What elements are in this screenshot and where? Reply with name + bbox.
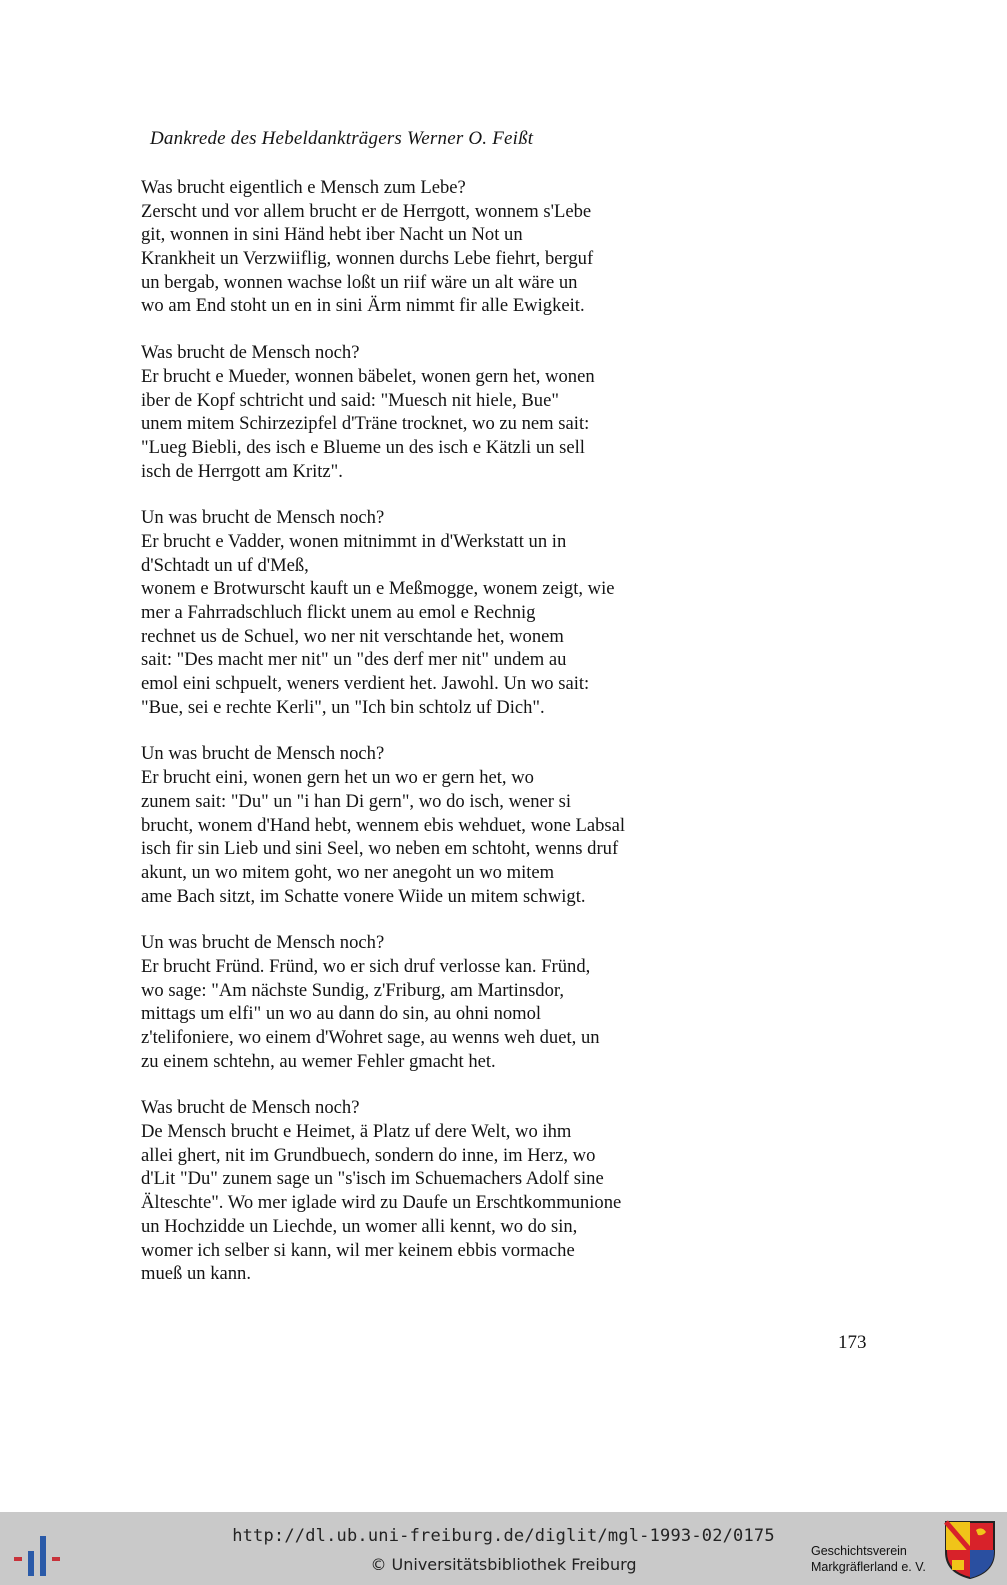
text-line: unem mitem Schirzezipfel d'Träne trocknet, wo zu nem sait: — [141, 413, 590, 435]
text-line: zu einem schtehn, au wemer Fehler gmacht het. — [141, 1050, 496, 1072]
text-line: Un was brucht de Mensch noch? — [141, 743, 385, 765]
text-line: isch de Herrgott am Kritz". — [141, 460, 343, 482]
footer-url-link[interactable]: http://dl.ub.uni-freiburg.de/diglit/mgl-1993-02/0175 — [232, 1526, 775, 1546]
text-line: wo am End stoht un en in sini Ärm nimmt fir alle Ewigkeit. — [141, 295, 585, 317]
text-line: Un was brucht de Mensch noch? — [141, 507, 385, 529]
text-line: Zerscht und vor allem brucht er de Herrgott, wonnem s'Lebe — [141, 200, 592, 222]
text-line: Er brucht e Vadder, wonen mitnimmt in d'Werkstatt un in — [141, 530, 567, 552]
text-line: iber de Kopf schtricht und said: "Muesch nit hiele, Bue" — [141, 389, 559, 411]
text-line: Er brucht eini, wonen gern het un wo er gern het, wo — [141, 767, 534, 789]
poem-body — [141, 176, 701, 1309]
text-line: isch fir sin Lieb und sini Seel, wo neben em schtoht, wenns druf — [141, 838, 619, 860]
coat-of-arms-icon — [944, 1520, 996, 1580]
text-line: Älteschte". Wo mer iglade wird zu Daufe un Erschtkommunione — [141, 1192, 622, 1214]
text-line: womer ich selber si kann, wil mer keinem ebbis vormache — [141, 1239, 575, 1261]
text-line: ame Bach sitzt, im Schatte vonere Wiide un mitem schwigt. — [141, 885, 586, 907]
footer-copyright: © Universitätsbibliothek Freiburg — [370, 1555, 637, 1574]
text-line: mer a Fahrradschluch flickt unem au emol e Rechnig — [141, 602, 536, 623]
text-line: Er brucht e Mueder, wonnen bäbelet, wonen gern het, wonen — [141, 365, 595, 387]
page-heading: Dankrede des Hebeldankträgers Werner O. Feißt — [150, 128, 534, 149]
stanza — [141, 506, 701, 719]
text-line: wo sage: "Am nächste Sundig, z'Friburg, am Martinsdor, — [141, 979, 564, 1001]
text-line: git, wonnen in sini Händ hebt iber Nacht un Not un — [141, 224, 523, 246]
text-line: un Hochzidde un Liechde, un womer alli kennt, wo do sin, — [141, 1215, 578, 1237]
text-line: Un was brucht de Mensch noch? — [141, 932, 385, 954]
stanza — [141, 176, 701, 318]
text-line: Er brucht Fründ. Fründ, wo er sich druf verlosse kan. Fründ, — [141, 955, 591, 977]
text-line: "Lueg Biebli, des isch e Blueme un des isch e Kätzli un sell — [141, 436, 585, 458]
text-line: sait: "Des macht mer nit" un "des derf mer nit" undem au — [141, 649, 567, 671]
text-line: brucht, wonem d'Hand hebt, wennem ebis wehduet, wone Labsal — [141, 814, 626, 836]
text-line: Was brucht eigentlich e Mensch zum Lebe? — [141, 177, 466, 198]
stanza — [141, 1096, 701, 1286]
stanza — [141, 341, 701, 483]
stanza — [141, 742, 701, 908]
text-line: emol eini schpuelt, weners verdient het. Jawohl. Un wo sait: — [141, 673, 590, 695]
page-number: 173 — [838, 1332, 867, 1353]
text-line: z'telifoniere, wo einem d'Wohret sage, au wenns weh duet, un — [141, 1027, 600, 1048]
text-line: mueß un kann. — [141, 1263, 251, 1285]
text-line: mittags um elfi" un wo au dann do sin, au ohni nomol — [141, 1003, 542, 1025]
text-line: allei ghert, nit im Grundbuech, sondern do inne, im Herz, wo — [141, 1144, 596, 1166]
text-line: akunt, un wo mitem goht, wo ner anegoht un wo mitem — [141, 861, 555, 883]
text-line: Was brucht de Mensch noch? — [141, 342, 360, 364]
text-line: "Bue, sei e rechte Kerli", un "Ich bin schtolz uf Dich". — [141, 696, 545, 718]
text-line: zunem sait: "Du" un "i han Di gern", wo do isch, wener si — [141, 790, 572, 812]
text-line: Was brucht de Mensch noch? — [141, 1097, 360, 1119]
text-line: De Mensch brucht e Heimet, ä Platz uf dere Welt, wo ihm — [141, 1121, 572, 1143]
text-line: d'Lit "Du" zunem sage un "s'isch im Schuemachers Adolf sine — [141, 1168, 604, 1190]
society-line-2: Markgräflerland e. V. — [811, 1560, 926, 1574]
society-name — [811, 1543, 926, 1575]
footer-bar — [0, 1512, 1007, 1585]
text-line: wonem e Brotwurscht kauft un e Meßmogge, wonem zeigt, wie — [141, 578, 615, 600]
text-line: rechnet us de Schuel, wo ner nit verschtande het, wonem — [141, 625, 564, 647]
society-line-1: Geschichtsverein — [811, 1544, 907, 1558]
text-line: d'Schtadt un uf d'Meß, — [141, 554, 309, 576]
text-line: Krankheit un Verzwiiflig, wonnen durchs Lebe fiehrt, berguf — [141, 248, 594, 270]
text-line: un bergab, wonnen wachse loßt un riif wäre un alt wäre un — [141, 271, 578, 293]
stanza — [141, 931, 701, 1073]
